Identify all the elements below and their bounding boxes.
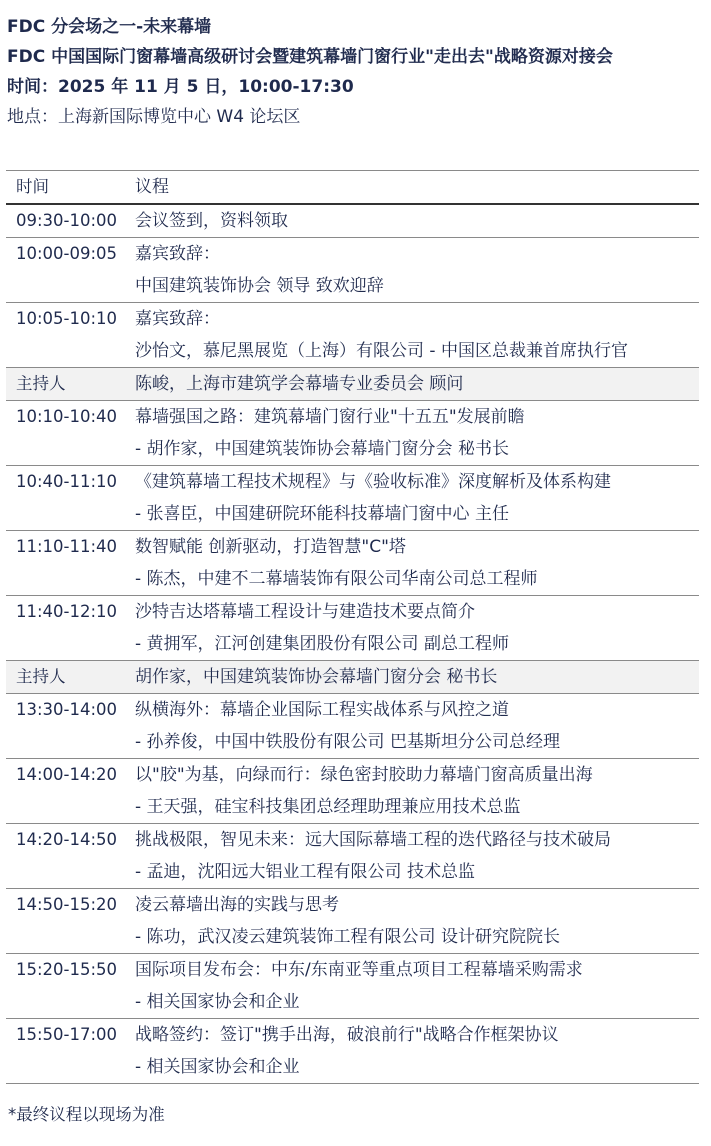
row-time: 09:30-10:00 [16,211,118,230]
row-agenda [134,954,699,1018]
row-agenda [134,466,699,530]
agenda-topic: 《建筑幕墙工程技术规程》与《验收标准》深度解析及体系构建 [135,472,611,492]
agenda-topic: 战略签约：签订"携手出海，破浪前行"战略合作框架协议 [135,1025,559,1045]
agenda-speaker: - 王天强，硅宝科技集团总经理助理兼应用技术总监 [135,797,521,817]
row-time: 10:40-11:10 [16,472,118,491]
table-row [6,238,699,303]
agenda-topic: 国际项目发布会：中东/东南亚等重点项目工程幕墙采购需求 [135,960,583,980]
table-row [6,303,699,368]
table-row [6,531,699,596]
column-header-time: 时间 [16,177,49,196]
agenda-speaker: - 胡作家，中国建筑装饰协会幕墙门窗分会 秘书长 [135,439,509,459]
row-time: 13:30-14:00 [16,700,118,719]
row-agenda [134,661,699,693]
agenda-speaker: - 陈功，武汉凌云建筑装饰工程有限公司 设计研究院院长 [135,927,560,947]
row-agenda [134,368,699,400]
table-row [6,889,699,954]
agenda-speaker: - 黄拥军，江河创建集团股份有限公司 副总工程师 [135,634,509,654]
agenda-speaker: - 孟迪，沈阳远大铝业工程有限公司 技术总监 [135,862,475,882]
row-time: 15:50-17:00 [16,1025,118,1044]
agenda-speaker: - 陈杰，中建不二幕墙装饰有限公司华南公司总工程师 [135,569,538,589]
agenda-topic: 数智赋能 创新驱动，打造智慧"C"塔 [135,537,406,557]
row-time: 10:10-10:40 [16,407,118,426]
row-time: 主持人 [16,667,66,686]
row-time: 14:00-14:20 [16,765,118,784]
row-agenda [134,694,699,758]
table-row [6,694,699,759]
row-agenda [134,205,699,237]
agenda-topic: 幕墙强国之路：建筑幕墙门窗行业"十五五"发展前瞻 [135,407,525,427]
row-agenda [134,889,699,953]
row-agenda [134,238,699,302]
row-time: 14:50-15:20 [16,895,118,914]
table-body [6,205,699,1084]
row-agenda [134,531,699,595]
table-header-row [6,171,699,205]
agenda-speaker: - 孙养俊，中国中铁股份有限公司 巴基斯坦分公司总经理 [135,732,560,752]
agenda-topic: 陈峻，上海市建筑学会幕墙专业委员会 顾问 [135,374,464,394]
row-agenda [134,824,699,888]
page-title: FDC 分会场之一-未来幕墙 [7,17,212,37]
agenda-topic: 嘉宾致辞： [135,309,220,329]
event-time: 时间：2025 年 11 月 5 日，10:00-17:30 [7,77,354,97]
table-row [6,954,699,1019]
row-time: 10:05-10:10 [16,309,118,328]
row-time: 11:10-11:40 [16,537,118,556]
agenda-speaker: - 相关国家协会和企业 [135,992,300,1012]
agenda-topic: 以"胶"为基，向绿而行：绿色密封胶助力幕墙门窗高质量出海 [135,765,593,785]
row-agenda [134,596,699,660]
row-agenda [134,401,699,465]
agenda-topic: 纵横海外：幕墙企业国际工程实战体系与风控之道 [135,700,509,720]
table-row [6,1019,699,1084]
agenda-speaker: 中国建筑装饰协会 领导 致欢迎辞 [135,276,384,296]
page-header [7,12,707,132]
row-agenda [134,759,699,823]
row-time: 11:40-12:10 [16,602,118,621]
event-subtitle: FDC 中国国际门窗幕墙高级研讨会暨建筑幕墙门窗行业"走出去"战略资源对接会 [7,47,613,67]
agenda-topic: 胡作家，中国建筑装饰协会幕墙门窗分会 秘书长 [135,667,498,687]
row-time: 10:00-09:05 [16,244,118,263]
table-row [6,401,699,466]
agenda-topic: 挑战极限，智见未来：远大国际幕墙工程的迭代路径与技术破局 [135,830,611,850]
table-row [6,596,699,661]
column-header-agenda-label: 议程 [135,177,169,197]
agenda-topic: 会议签到，资料领取 [135,211,288,231]
row-time: 主持人 [16,374,66,393]
column-header-agenda [134,171,699,203]
row-time: 14:20-14:50 [16,830,118,849]
agenda-topic: 沙特吉达塔幕墙工程设计与建造技术要点简介 [135,602,475,622]
agenda-speaker: - 相关国家协会和企业 [135,1057,300,1077]
agenda-table [6,170,699,1084]
row-time: 15:20-15:50 [16,960,118,979]
row-agenda [134,1019,699,1083]
table-row [6,466,699,531]
host-row [6,661,699,694]
host-row [6,368,699,401]
agenda-topic: 凌云幕墙出海的实践与思考 [135,895,339,915]
event-location: 地点：上海新国际博览中心 W4 论坛区 [7,107,301,127]
agenda-topic: 嘉宾致辞： [135,244,220,264]
row-agenda [134,303,699,367]
table-row [6,824,699,889]
agenda-speaker: - 张喜臣，中国建研院环能科技幕墙门窗中心 主任 [135,504,509,524]
table-row [6,205,699,238]
agenda-speaker: 沙怡文，慕尼黑展览（上海）有限公司 - 中国区总裁兼首席执行官 [135,341,628,361]
table-row [6,759,699,824]
footnote: *最终议程以现场为准 [8,1105,165,1124]
